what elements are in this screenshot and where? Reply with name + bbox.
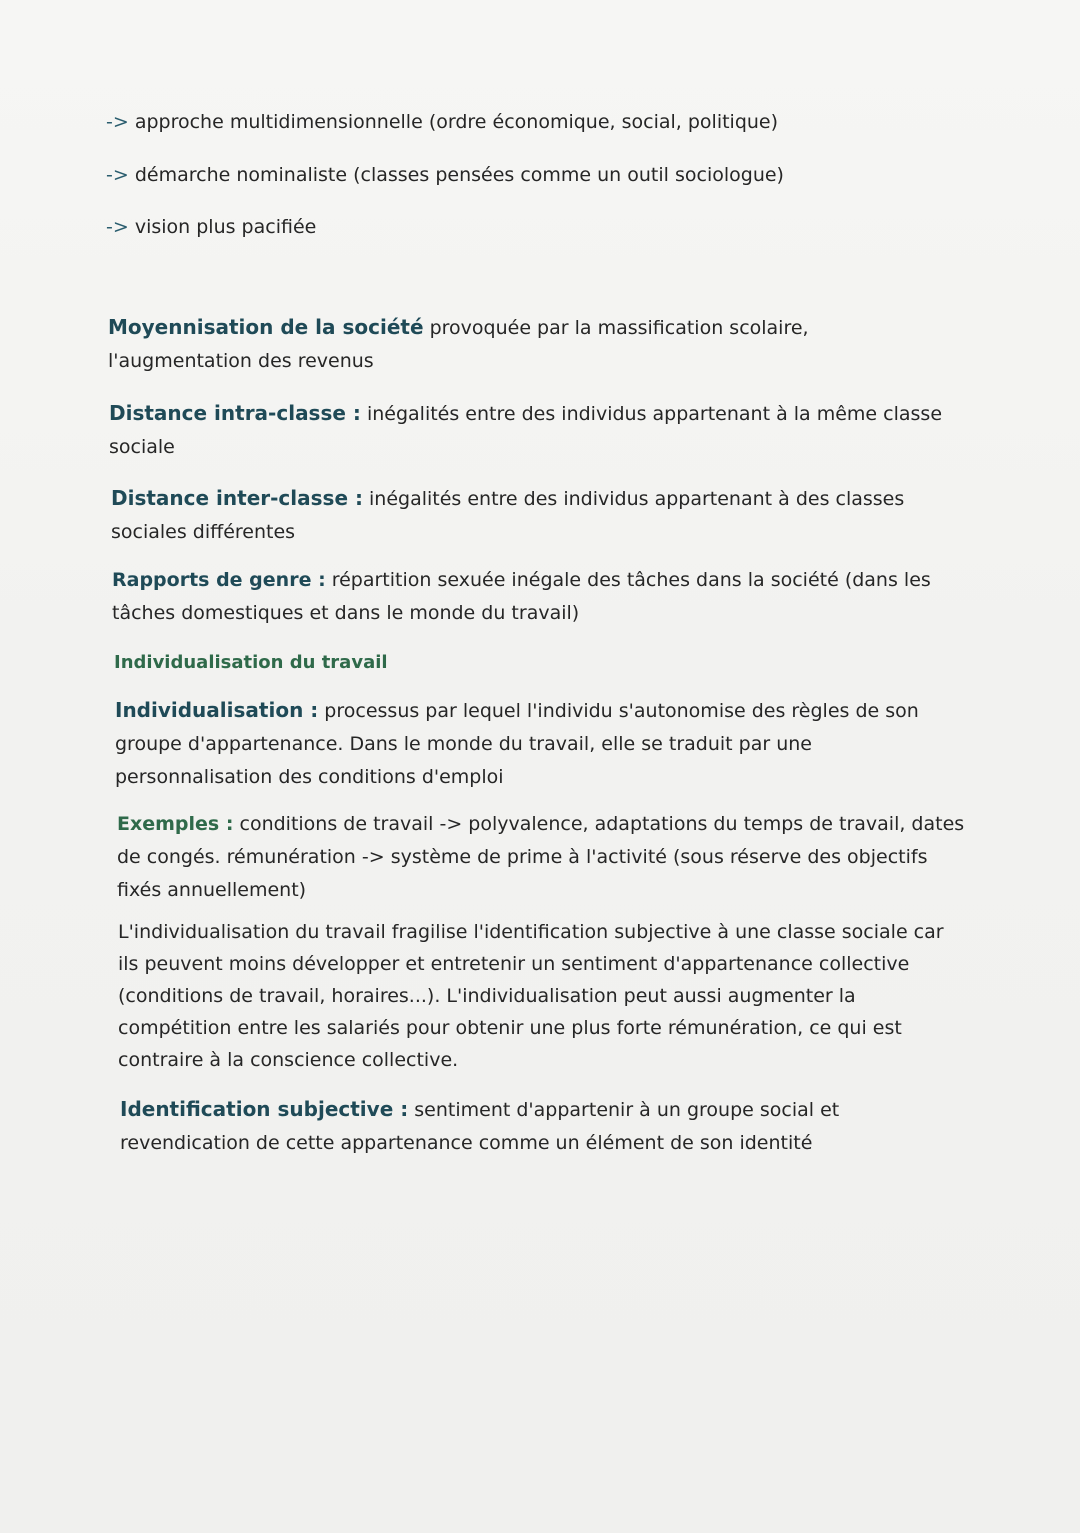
bullet-text: approche multidimensionnelle (ordre économique, social, politique) [128, 111, 779, 133]
definition-text: tâches domestiques et dans le monde du travail) [112, 602, 580, 624]
arrow-icon: -> [106, 164, 129, 186]
paragraph-line: ils peuvent moins développer et entretenir un sentiment d'appartenance collective [118, 953, 910, 975]
definition-text: inégalités entre des individus appartenant à des classes [362, 488, 905, 510]
arrow-icon: -> [106, 111, 129, 133]
definition-term: Rapports de genre : [112, 569, 326, 591]
bullet-item [106, 159, 784, 192]
definition-distance-intra [109, 397, 942, 464]
section-heading: Individualisation du travail [114, 652, 388, 673]
definition-distance-inter [111, 482, 904, 549]
definition-exemples [117, 808, 964, 907]
definition-text: conditions de travail -> polyvalence, adaptations du temps de travail, dates [233, 813, 965, 835]
definition-term: Distance inter-classe : [111, 486, 363, 510]
bullet-text: démarche nominaliste (classes pensées comme un outil sociologue) [128, 164, 784, 186]
definition-term: Moyennisation de la société [108, 315, 424, 339]
definition-text: l'augmentation des revenus [108, 350, 374, 372]
definition-text: personnalisation des conditions d'emploi [115, 766, 504, 788]
definition-text: de congés. rémunération -> système de prime à l'activité (sous réserve des objectifs [117, 846, 928, 868]
bullet-text: vision plus pacifiée [128, 216, 317, 238]
definition-text: groupe d'appartenance. Dans le monde du travail, elle se traduit par une [115, 733, 812, 755]
definition-text: sociale [109, 436, 175, 458]
definition-text: fixés annuellement) [117, 879, 307, 901]
definition-text: sociales différentes [111, 521, 296, 543]
definition-individualisation [115, 694, 919, 794]
paragraph-line: (conditions de travail, horaires...). L'individualisation peut aussi augmenter la [118, 985, 856, 1007]
paragraph-line: L'individualisation du travail fragilise l'identification subjective à une classe sociale car [118, 921, 944, 943]
definition-term: Exemples : [117, 813, 234, 835]
definition-text: processus par lequel l'individu s'autonomise des règles de son [318, 700, 919, 722]
definition-text: revendication de cette appartenance comme un élément de son identité [120, 1132, 813, 1154]
definition-text: répartition sexuée inégale des tâches dans la société (dans les [325, 569, 931, 591]
definition-term: Individualisation : [115, 698, 319, 722]
paragraph-line: contraire à la conscience collective. [118, 1049, 459, 1071]
bullet-item [106, 106, 778, 139]
arrow-icon: -> [106, 216, 129, 238]
definition-term: Distance intra-classe : [109, 401, 361, 425]
bullet-item [106, 211, 316, 244]
body-paragraph [118, 916, 944, 1076]
definition-text: sentiment d'appartenir à un groupe social et [408, 1099, 840, 1121]
definition-term: Identification subjective : [120, 1097, 409, 1121]
definition-text: inégalités entre des individus appartenant à la même classe [360, 403, 943, 425]
paragraph-line: compétition entre les salariés pour obtenir une plus forte rémunération, ce qui est [118, 1017, 902, 1039]
definition-rapports-genre [112, 564, 931, 630]
definition-text: provoquée par la massification scolaire, [423, 317, 809, 339]
definition-moyennisation [108, 311, 809, 378]
definition-identification [120, 1093, 839, 1160]
